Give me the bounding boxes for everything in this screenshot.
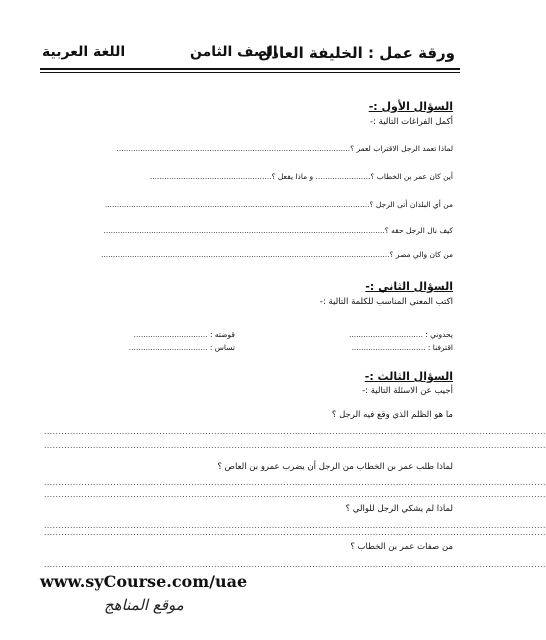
q1-item-4: كيف نال الرجل حقه ؟......................................................................................................................	[103, 226, 453, 235]
q3-answer-2a: ..............................................................................................................................................................................	[44, 478, 546, 487]
footer-url: www.syCourse.com/uae	[40, 572, 248, 591]
q3-instruction: أجيب عن الاسئلة التالية :-	[362, 386, 453, 396]
q1-instruction: أكمل الفراغات التالية :-	[370, 117, 453, 127]
grade-label: الصف الثامن	[190, 44, 278, 60]
q1-item-5-text: من كان والي مصر ؟	[389, 250, 453, 259]
q3-answer-3b: ..............................................................................................................................................................................	[44, 528, 546, 537]
q3-answer-1a: ..............................................................................................................................................................................	[44, 427, 546, 436]
q1-item-5: من كان والي مصر ؟.........................................................................................................................	[101, 250, 453, 259]
q3-question-2: لماذا طلب عمر بن الخطاب من الرجل أن يضرب عمرو بن العاص ؟	[217, 462, 453, 472]
subject-label: اللغة العربية	[42, 44, 126, 60]
q2-word-2: اقترفنا : ...............................	[351, 343, 453, 352]
q1-item-3-text: من أي البلدان أتى الرجل ؟	[369, 200, 453, 209]
q1-heading: السؤال الأول :-	[368, 100, 453, 113]
q1-item-2-mid: و ماذا يفعل ؟	[271, 172, 314, 181]
q3-answer-4a: ..............................................................................................................................................................................	[44, 560, 546, 569]
header-rule-thin	[40, 72, 460, 73]
q2-word-1-text: يحدوني :	[425, 330, 453, 339]
q2-word-4: تساس : .................................	[128, 343, 235, 352]
q3-answer-2b: ..............................................................................................................................................................................	[44, 490, 546, 499]
q2-word-3-text: قوضته :	[209, 330, 235, 339]
q1-item-2: أين كان عمر بن الخطاب ؟....................... و ماذا يفعل ؟...................................................	[149, 172, 453, 181]
site-logo: موقع المناهج	[104, 596, 184, 614]
q1-item-1-text: لماذا تعمد الرجل الاقتراب لعمر ؟	[350, 144, 453, 153]
q3-heading: السؤال الثالث :-	[364, 370, 453, 383]
q1-item-4-text: كيف نال الرجل حقه ؟	[384, 226, 453, 235]
header-rule	[40, 68, 460, 70]
q3-question-4: من صفات عمر بن الخطاب ؟	[350, 542, 453, 552]
q2-heading: السؤال الثاني :-	[365, 280, 453, 293]
q3-answer-1b: ..............................................................................................................................................................................	[44, 441, 546, 450]
q2-word-2-text: اقترفنا :	[427, 343, 453, 352]
q1-item-2-text: أين كان عمر بن الخطاب ؟	[370, 172, 453, 181]
q3-question-1: ما هو الظلم الذي وقع فيه الرجل ؟	[331, 410, 453, 420]
q2-word-4-text: تساس :	[209, 343, 235, 352]
q2-instruction: اكتب المعنى المناسب للكلمة التالية :-	[319, 297, 453, 307]
worksheet-title: ورقة عمل : الخليفة العادل	[258, 44, 455, 62]
q3-answer-3a: ..............................................................................................................................................................................	[44, 521, 546, 530]
q2-word-3: قوضته : ...............................	[133, 330, 235, 339]
q1-item-3: من أي البلدان أتى الرجل ؟...............................................................................................................	[104, 200, 453, 209]
q3-question-3: لماذا لم يشكي الرجل للوالي ؟	[345, 504, 453, 514]
q2-word-1: يحدوني : ...............................	[348, 330, 453, 339]
q1-item-1: لماذا تعمد الرجل الاقتراب لعمر ؟..................................................................................................	[116, 144, 453, 153]
